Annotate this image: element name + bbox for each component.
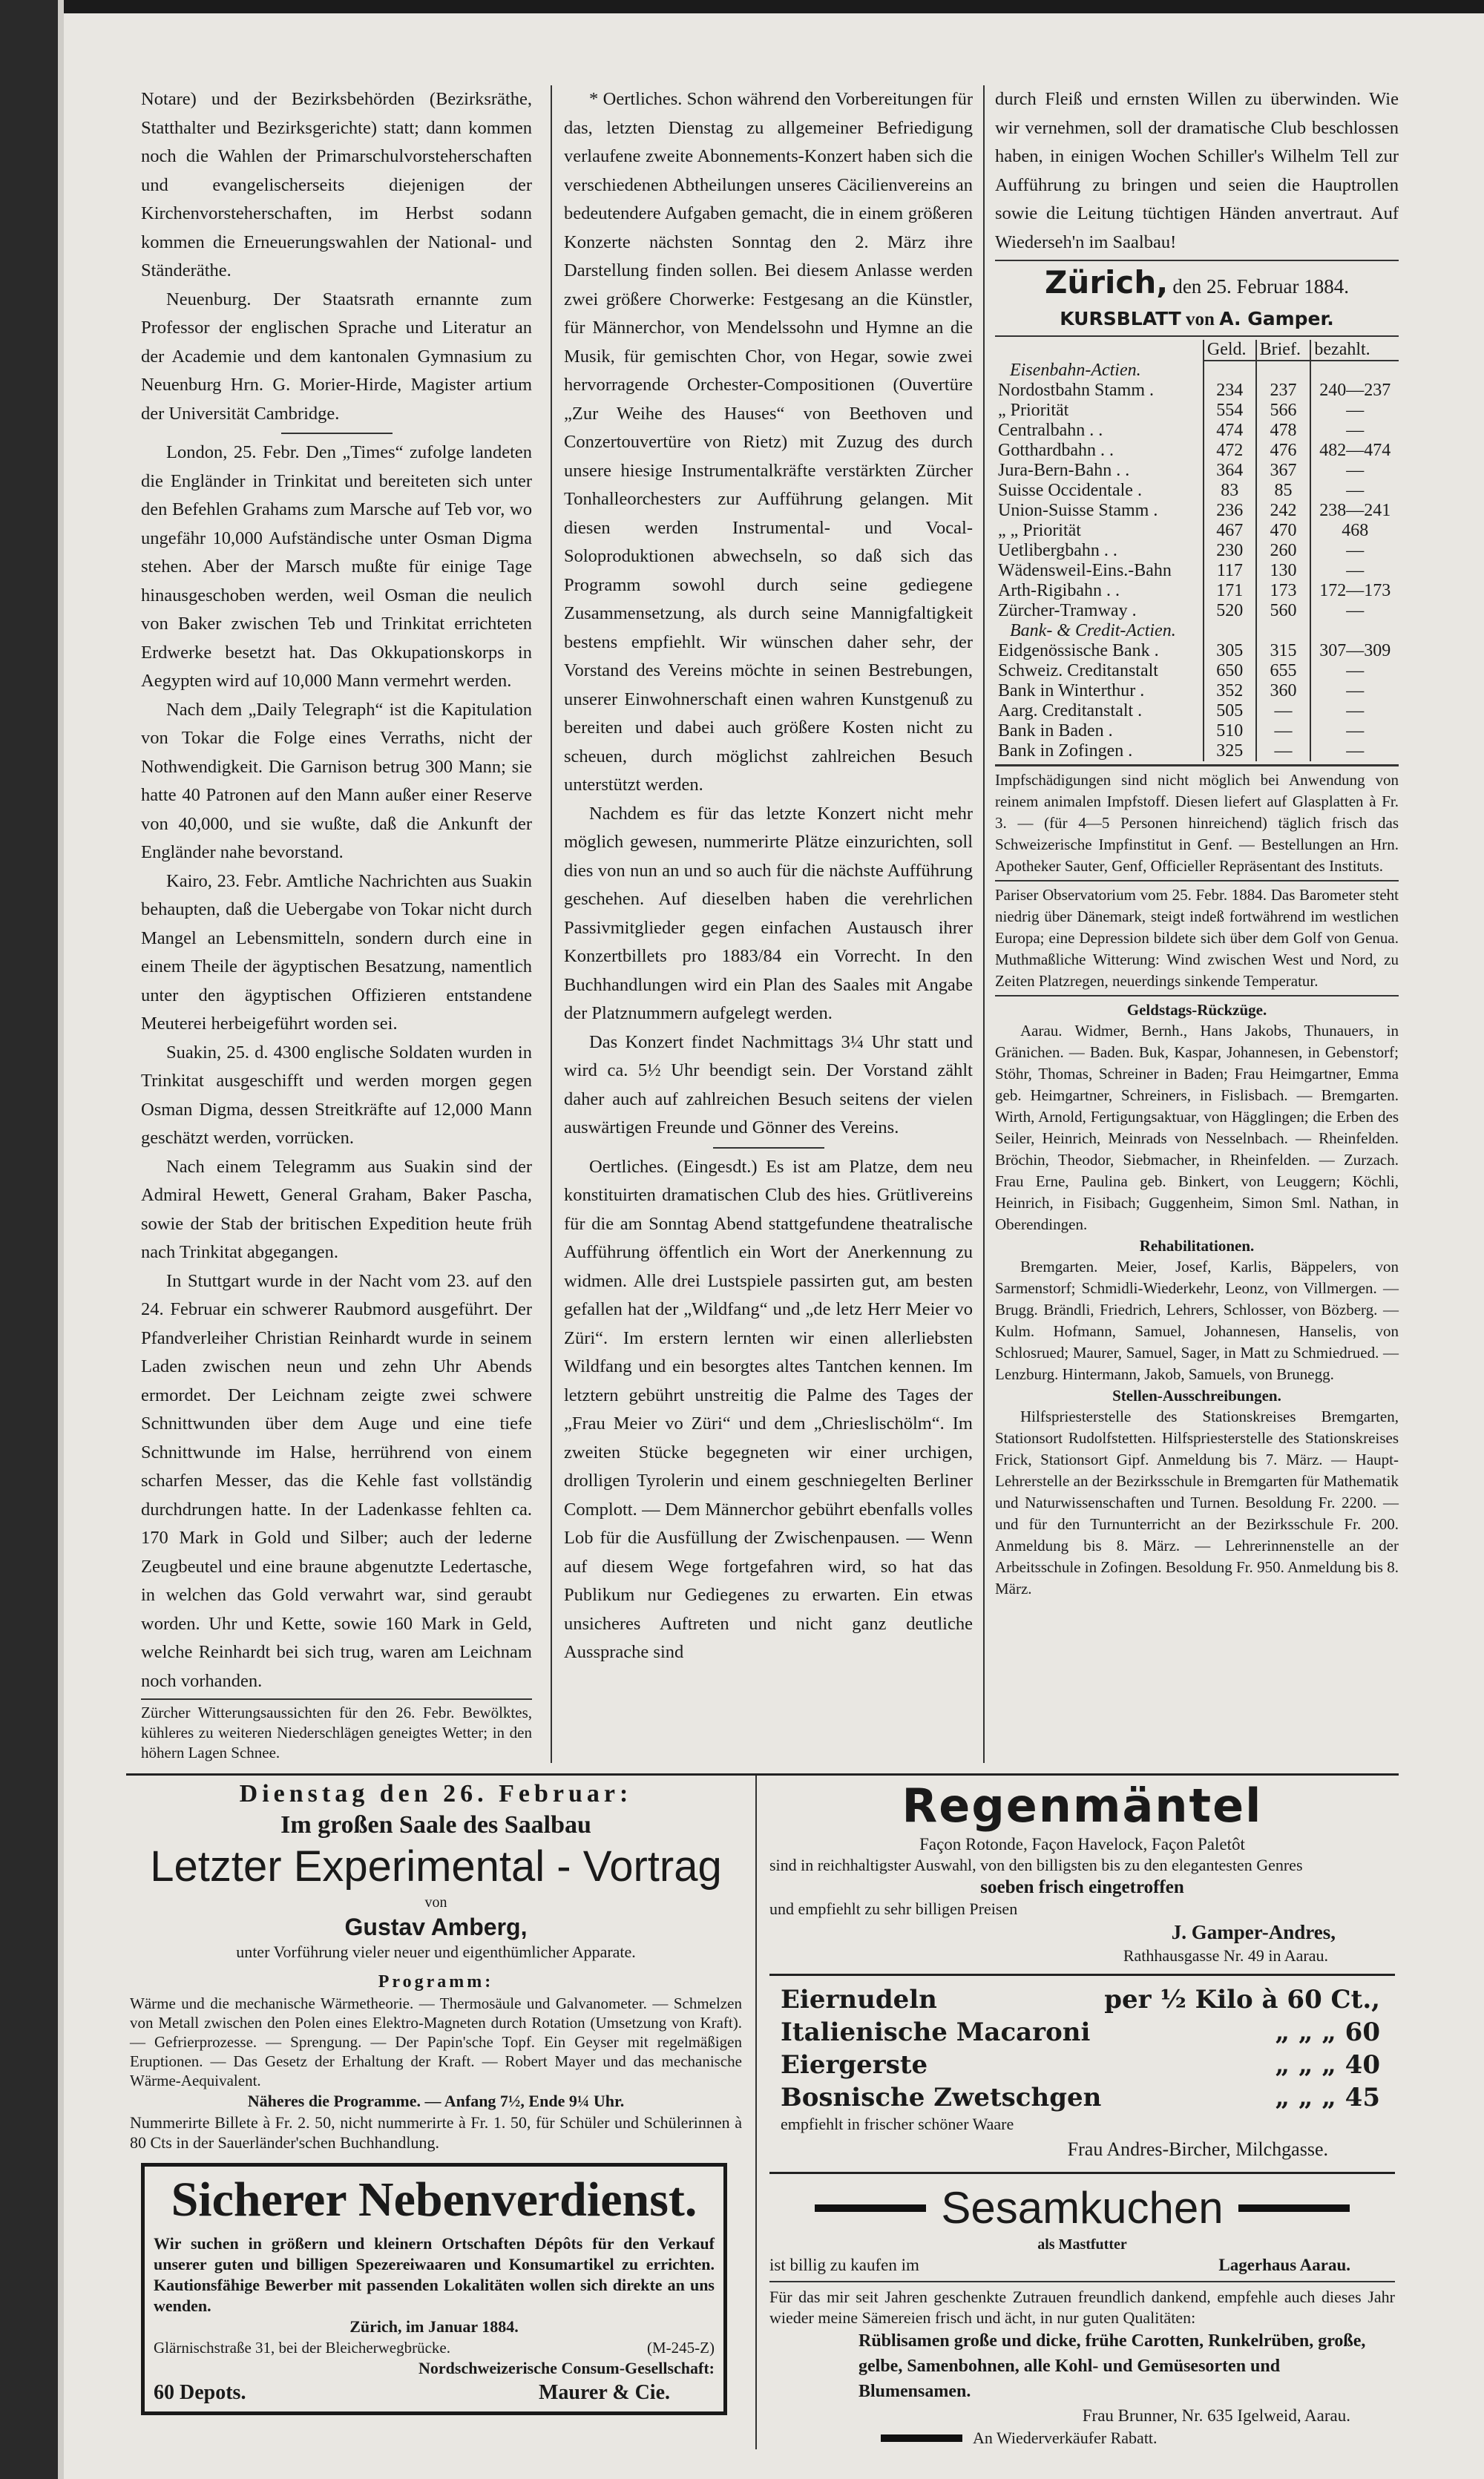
ad-vortrag-details: Näheres die Programme. — Anfang 7½, Ende 9¼ Uhr. (247, 2092, 625, 2110)
ad-nebenverdienst-body: Wir suchen in größern und kleinern Ortschaften Dépôts für den Verkauf unserer guten und billigen Spezereiwaaren und Konsumartikel zu errichten. Kautionsfähige Bewerber mit passenden Lokalitäten wollen sich direkte an uns wenden. (154, 2234, 715, 2315)
kurs-cell: Gotthardbahn . . (998, 441, 1114, 460)
kurs-cell: 505 (1204, 701, 1256, 721)
kurs-cell: Wädensweil-Eins.-Bahn (998, 561, 1172, 580)
ad-sesamkuchen (769, 2181, 1395, 2449)
kurs-cell: 520 (1204, 601, 1256, 621)
article-platze: Nachdem es für das letzte Konzert nicht mehr möglich gewesen, nummerirte Plätze einzurichten, soll dies von nun an und so auch für die nächste Aufführung geschehen. Auf dieselben haben die verehrlichen Passivmitglieder gegen einfachen Austausch ihrer Konzertbillets pro 1883/84 ein Vorrecht. In den Buchhandlungen wird ein Plan des Saales mit Angabe der Platznummern aufgelegt werden. (564, 803, 973, 1023)
divider (769, 2281, 1395, 2282)
kurs-cell: 367 (1256, 461, 1311, 481)
kursblatt-city: Zürich, (1044, 264, 1169, 301)
kurs-cell: — (1256, 721, 1311, 741)
kurs-cell: Union-Suisse Stamm . (998, 501, 1158, 520)
weather-outlook: Zürcher Witterungsaussichten für den 26. Febr. Bewölktes, kühleres zu weiteren Niederschlägen geneigtes Wetter; in den höhern Lagen Schnee. (141, 1704, 532, 1761)
decorative-bar (1238, 2204, 1350, 2212)
kurs-cell: — (1310, 721, 1399, 741)
kurs-cell: 352 (1204, 681, 1256, 701)
article-suakin-2: Nach einem Telegramm aus Suakin sind der Admiral Hewett, General Graham, Baker Pascha, sowie der Stab der britischen Expedition heute früh nach Trinkitat abgegangen. (141, 1156, 532, 1262)
ad-sesam-heading (769, 2181, 1395, 2235)
kurs-cell: 474 (1204, 421, 1256, 441)
kurs-row (995, 601, 1399, 621)
article-continued: durch Fleiß und ernsten Willen zu überwinden. Wie wir vernehmen, soll der dramatische Club beschlossen haben, in einigen Wochen Schiller's Wilhelm Tell zur Aufführung zu bringen und seien die Hauptrollen sowie die Leitung tüchtigen Händen anvertraut. Auf Wiederseh'n im Saalbau! (995, 89, 1399, 252)
kurs-cell: Bank in Winterthur . (998, 681, 1145, 700)
ad-regen-line3: soeben frisch eingetroffen (980, 1877, 1184, 1897)
ad-nudeln-item (781, 1983, 1395, 2016)
ad-regen-line2: sind in reichhaltigster Auswahl, von den billigsten bis zu den elegantesten Genres (769, 1856, 1303, 1874)
ad-sesam-line-text: ist billig zu kaufen im (769, 2256, 919, 2274)
ad-nudeln-price: „ „ „ 45 (1275, 2083, 1380, 2112)
ad-nudeln-item (781, 2081, 1395, 2114)
divider (995, 880, 1399, 881)
kurs-cell: — (1256, 741, 1311, 761)
kurs-row (995, 401, 1399, 421)
ad-nudeln-seller: Frau Andres-Bircher, Milchgasse. (1067, 2138, 1328, 2160)
kurs-cell: 478 (1256, 421, 1311, 441)
ad-vortrag-speaker: Gustav Amberg, (344, 1914, 528, 1940)
ad-regen-title: Regenmäntel (902, 1779, 1263, 1833)
ad-nudeln-name: Italienische Macaroni (781, 2017, 1091, 2047)
divider (995, 335, 1399, 337)
kurs-cell: Nordostbahn Stamm . (998, 381, 1154, 400)
kurs-cell: Schweiz. Creditanstalt (998, 661, 1158, 680)
article-cacilienverein: * Oertliches. Schon während den Vorbereitungen für das, letzten Dienstag zu allgemeiner Befriedigung verlaufene zweite Abonnements-Konzert haben sich die verschiedenen Abtheilungen unseres Cäcilienvereins an bedeutendere Aufgaben gemacht, die in einem größeren Konzerte nächsten Sonntag den 2. März ihre Darstellung finden sollen. Bei diesem Anlasse werden zwei größere Chorwerke: Festgesang an die Künstler, für Männerchor, von Mendelssohn und Hymne an die Musik, für gemischten Chor, von Hegar, sowie zwei hervorragende Orchester-Compositionen (Ouvertüre „Zur Weihe des Hauses“ von Beethoven und Conzertouvertüre von Rietz) mit Zuzug des durch unsere hiesige Instrumentalkräfte verstärkten Zürcher Tonhalleorchesters zur Aufführung gelangen. Mit diesen werden Instrumental- und Vocal-Soloproduktionen abwechseln, so daß sich das Programm sowohl durch seine gediegene Zusammensetzung, als durch seine Mannigfaltigkeit bestens empfiehlt. Wir wünschen daher sehr, der Vorstand des Vereins möchte in seinen Bestrebungen, unserer Einwohnerschaft einen wahren Kunstgenuß zu bereiten und dabei auch größere Kosten nicht zu scheuen, durch möglichst zahlreichen Besuch unterstützt werden. (564, 89, 973, 795)
kurs-cell: 566 (1256, 401, 1311, 421)
ad-divider (769, 1974, 1395, 1976)
article-suakin: Suakin, 25. d. 4300 englische Soldaten wurden in Trinkitat ausgeschifft und werden morgen gegen Osman Digma, dessen Streitkräfte auf 12,000 Mann geschätzt werden, vorrücken. (141, 1042, 532, 1148)
ad-nudeln-note: empfiehlt in frischer schöner Waare (781, 2115, 1014, 2133)
kurs-cell: — (1310, 461, 1399, 481)
kurs-section-title: Eisenbahn-Actien. (1010, 361, 1141, 380)
kurs-cell: 130 (1256, 561, 1311, 581)
kurs-cell: 307—309 (1310, 641, 1399, 661)
kurs-cell: Arth-Rigibahn . . (998, 581, 1120, 600)
ad-nudeln-list (781, 1983, 1395, 2114)
ad-regen-name: J. Gamper-Andres, (1171, 1921, 1336, 1943)
newspaper-page (126, 0, 1399, 2479)
ad-divider (769, 2172, 1395, 2174)
ad-nebenverdienst-address-row (154, 2337, 715, 2358)
kurs-cell: 360 (1256, 681, 1311, 701)
ad-vortrag-von: von (424, 1894, 447, 1911)
ad-nudeln (769, 1983, 1395, 2164)
ad-nebenverdienst-footer (154, 2379, 715, 2407)
kurs-cell: 650 (1204, 661, 1256, 681)
kurs-cell: 172—173 (1310, 581, 1399, 601)
kurs-row (995, 641, 1399, 661)
divider (141, 1698, 532, 1700)
ad-nudeln-price: per ½ Kilo à 60 Ct., (1104, 1985, 1380, 2015)
kurs-cell: 237 (1256, 381, 1311, 401)
kurs-row (995, 481, 1399, 501)
kurs-cell: 236 (1204, 501, 1256, 521)
kurs-row (995, 421, 1399, 441)
kurs-cell: — (1256, 701, 1311, 721)
kurs-cell: — (1310, 481, 1399, 501)
kurs-cell: Bank in Zofingen . (998, 741, 1133, 761)
kurs-cell: Bank in Baden . (998, 721, 1113, 741)
kurs-cell: 364 (1204, 461, 1256, 481)
kurs-cell: 476 (1256, 441, 1311, 461)
kurs-row (995, 741, 1399, 761)
kursblatt-title-row (995, 306, 1399, 332)
ads-left-column (126, 1776, 755, 2449)
ad-sesam-place: Lagerhaus Aarau. (1218, 2256, 1350, 2274)
kurs-cell: — (1310, 741, 1399, 761)
ad-vortrag-programm: Wärme und die mechanische Wärmetheorie. — Thermosäule und Galvanometer. — Schmelzen von Metall zwischen den Polen eines Elektro-Magneten durch Rotation (Umsetzung von Kraft). — Gefrierprozesse. — Sprengung. — Der Papin'sche Topf. Ein Geyser mit regelmäßigen Eruptionen. — Das Gesetz der Erhaltung der Kraft. — Robert Mayer und das mechanische Wärme-Aequivalent. (130, 1994, 742, 2089)
ad-nebenverdienst-code: (M-245-Z) (647, 2339, 715, 2357)
kursblatt-title: KURSBLATT (1060, 308, 1181, 329)
ad-nudeln-item (781, 2049, 1395, 2081)
stellen: Hilfspriesterstelle des Stationskreises Bremgarten, Stationsort Rudolfstetten. Hilfspriesterstelle des Stationskreises Frick, Stationsort Gipf. Anmeldung bis 7. März. — Haupt-Lehrerstelle an der Bezirksschule in Bremgarten für Mathematik und Naturwissenschaften und Turnen. Besoldung Fr. 2200. — und für den Turnunterricht an der Bezirksschule Fr. 200. Anmeldung bis 8. März. — Lehrerinnenstelle an der Arbeitsschule in Zofingen. Besoldung Fr. 950. Anmeldung bis 8. März. (995, 1408, 1399, 1598)
kurs-section-title: Bank- & Credit-Actien. (1010, 621, 1176, 640)
kurs-row (995, 581, 1399, 601)
decorative-bar (881, 2434, 962, 2442)
kursblatt-von: von (1186, 309, 1215, 329)
ad-nebenverdienst-company: Nordschweizerische Consum-Gesellschaft: (418, 2359, 715, 2377)
kurs-row (995, 461, 1399, 481)
ad-nudeln-name: Eiergerste (781, 2050, 928, 2080)
divider (995, 260, 1399, 261)
kurs-cell: — (1310, 681, 1399, 701)
kurs-cell: 240—237 (1310, 381, 1399, 401)
kurs-cell: 655 (1256, 661, 1311, 681)
kurs-cell: Jura-Bern-Bahn . . (998, 461, 1130, 480)
kurs-header: bezahlt. (1310, 340, 1399, 361)
article-neuenburg: Neuenburg. Der Staatsrath ernannte zum Professor der englischen Sprache und Literatur an der Academie und dem kantonalen Gymnasium zu Neuenburg Hrn. G. Morier-Hirde, Magister artium der Universität Cambridge. (141, 289, 532, 424)
kurs-cell: Suisse Occidentale . (998, 481, 1142, 500)
article: Notare) und der Bezirksbehörden (Bezirksräthe, Statthalter und Bezirksgerichte) statt; dann kommen noch die Wahlen der Primarschulvorsteherschaften und evangelischerseits diejenigen der Kirchenvorsteherschaften, im Herbst sodann kommen die Erneuerungswahlen der National- und Ständeräthe. (141, 89, 532, 280)
ad-sesam-products: Rüblisamen große und dicke, frühe Carotten, Runkelrüben, große, gelbe, Samenbohnen, alle Kohl- und Gemüsesorten und Blumensamen. (858, 2331, 1366, 2401)
kurs-row (995, 721, 1399, 741)
kurs-cell: 260 (1256, 541, 1311, 561)
kurs-row (995, 441, 1399, 461)
kursblatt-heading (995, 264, 1399, 306)
ad-regenmaentel (769, 1779, 1395, 1966)
ad-nebenverdienst-place: Zürich, im Januar 1884. (349, 2317, 519, 2336)
kurs-row (995, 541, 1399, 561)
kurs-cell: — (1310, 701, 1399, 721)
kurs-cell: 85 (1256, 481, 1311, 501)
kursblatt-date: den 25. Februar 1884. (1172, 275, 1350, 298)
kurs-cell: „ „ Priorität (998, 521, 1081, 540)
divider (995, 764, 1399, 766)
stellen-title: Stellen-Ausschreibungen. (1112, 1387, 1281, 1405)
rehab-title: Rehabilitationen. (1139, 1237, 1255, 1255)
kurs-cell: 171 (1204, 581, 1256, 601)
kurs-header: Geld. (1204, 340, 1256, 361)
article-telegraph: Nach dem „Daily Telegraph“ ist die Kapitulation von Tokar die Folge eines Verraths, nicht der Nothwendigkeit. Die Garnison betrug 300 Mann; sie hatte 40 Patronen auf den Mann außer einer Reserve von 40,000, und sie wußte, daß die Ankunft der Engländer nahe bevorstand. (141, 699, 532, 862)
geldtags: Aarau. Widmer, Bernh., Hans Jakobs, Thunauers, in Gränichen. — Baden. Buk, Kaspar, Johannesen, in Gebenstorf; Stöhr, Thomas, Schreiner in Baden; Frau Heimgartner, Emma geb. Heimgartner, Schreiners, in Fislisbach. — Bremgarten. Wirth, Arnold, Fertigungsaktuar, von Hägglingen; die Erben des Seiler, Heinrich, Meinrads von Nesselnbach. — Rheinfelden. Bröchin, Theodor, Siebmacher, in Rheinfelden. — Zurzach. Frau Erne, Paulina geb. Binkert, von Leuggern; Köchli, Heinrich, in Fisibach; Guggenheim, Simon Sml. Nathan, in Oberendingen. (995, 1022, 1399, 1233)
kurs-cell: — (1310, 421, 1399, 441)
kurs-cell: 467 (1204, 521, 1256, 541)
kurs-cell: „ Priorität (998, 401, 1069, 420)
divider (995, 995, 1399, 996)
ad-nudeln-name: Bosnische Zwetschgen (781, 2083, 1102, 2112)
kurs-cell: 83 (1204, 481, 1256, 501)
kurs-cell: Eidgenössische Bank . (998, 641, 1159, 660)
ad-nebenverdienst-firm: Maurer & Cie. (538, 2381, 670, 2404)
decorative-bar (815, 2204, 926, 2212)
ad-vortrag-date: Dienstag den 26. Februar: (239, 1780, 633, 1807)
kurs-row (995, 701, 1399, 721)
ad-vortrag-title: Letzter Experimental - Vortrag (150, 1842, 722, 1891)
rehab: Bremgarten. Meier, Josef, Karlis, Bäppelers, von Sarmenstorf; Schmidli-Wiederkehr, Leonz, von Villmergen. — Brugg. Brändli, Friedrich, Lehrers, Schlosser, von Bözberg. — Kulm. Hofmann, Samuel, Johannesen, Hanselis, von Schlosrued; Maurer, Samuel, Sager, in Matt zu Schmiedrued. — Lenzburg. Hintermann, Jakob, Samuels, von Brunegg. (995, 1258, 1399, 1383)
kurs-cell: — (1310, 401, 1399, 421)
ad-nudeln-price: „ „ „ 60 (1275, 2017, 1380, 2047)
scan-left-border (0, 0, 58, 2479)
ad-vortrag-sub: unter Vorführung vieler neuer und eigenthümlicher Apparate. (236, 1943, 636, 1961)
column-3 (983, 85, 1399, 1763)
kurs-cell: 325 (1204, 741, 1256, 761)
kurs-cell: — (1310, 541, 1399, 561)
page-edge (58, 0, 64, 2479)
kursblatt (995, 264, 1399, 761)
ad-sesam-sub: als Mastfutter (1037, 2236, 1127, 2253)
ad-nebenverdienst-title: Sicherer Nebenverdienst. (171, 2173, 697, 2227)
divider (713, 1147, 824, 1149)
kurs-cell: Uetlibergbahn . . (998, 541, 1117, 560)
geldtags-title: Geldstags-Rückzüge. (1126, 1001, 1267, 1019)
ad-nudeln-item (781, 2016, 1395, 2049)
ad-regen-line1: Façon Rotonde, Façon Havelock, Façon Paletôt (919, 1835, 1245, 1853)
ad-sesam-body: Für das mir seit Jahren geschenkte Zutrauen freundlich dankend, empfehle auch dieses Jahr wieder meine Sämereien frisch und ächt, in nur guten Qualitäten: (769, 2288, 1395, 2327)
article-columns (126, 85, 1399, 1763)
kurs-cell: 242 (1256, 501, 1311, 521)
kurs-row (995, 501, 1399, 521)
ad-vortrag-venue: Im großen Saale des Saalbau (280, 1811, 591, 1839)
ad-vortrag (130, 1779, 742, 2153)
kurs-cell: 554 (1204, 401, 1256, 421)
ad-sesam-title: Sesamkuchen (941, 2183, 1224, 2233)
kurs-cell: 234 (1204, 381, 1256, 401)
kurs-cell: 560 (1256, 601, 1311, 621)
article-london: London, 25. Febr. Den „Times“ zufolge landeten die Engländer in Trinkitat und bereiteten sich unter den Befehlen Grahams zum Marsche auf Teb vor, wo ungefähr 10,000 Aufständische unter Osman Digma stehen. Aber der Marsch mußte für einige Tage hinausgeschoben werden, weil Osman die neulich von Baker zwischen Teb und Trinkitat errichteten Erdwerke besetzt hat. Das Okkupationskorps in Aegypten wird auf 10,000 Mann vermehrt werden. (141, 442, 532, 691)
kurs-row (995, 381, 1399, 401)
kurs-row (995, 661, 1399, 681)
kurs-cell: 173 (1256, 581, 1311, 601)
kurs-cell: 230 (1204, 541, 1256, 561)
ad-vortrag-programm-title: Programm: (378, 1972, 494, 1992)
kurs-cell: 238—241 (1310, 501, 1399, 521)
ad-nudeln-price: „ „ „ 40 (1275, 2050, 1380, 2080)
ad-nebenverdienst-depots: 60 Depots. (154, 2381, 246, 2404)
kurs-cell: 117 (1204, 561, 1256, 581)
kurs-cell: — (1310, 601, 1399, 621)
column-1 (126, 85, 551, 1763)
article-grutliverein: Oertliches. (Eingesdt.) Es ist am Platze, dem neu konstituirten dramatischen Club des hies. Grütlivereins für die am Sonntag Abend stattgefundene theatralische Aufführung öffentlich ein Wort der Anerkennung zu widmen. Alle drei Lustspiele passirten gut, am besten gefallen hat der „Wildfang“ und „de letz Herr Meier vo Züri“. Im erstern lernten wir einen allerliebsten Wildfang und ein besorgtes altes Tantchen kennen. Im letztern gebührt unstreitig die Palme des Tages der „Frau Meier vo Züri“ und dem „Chrieslischölm“. Im zweiten Stücke begegneten wir einer urchigen, drolligen Tyrolerin und einem geschniegelten Berliner Complott. — Dem Männerchor gebührt ebenfalls volles Lob für die Ausfüllung der Zwischenpausen. — Wenn auf diesem Wege fortgefahren wird, so hat das Publikum nur Gediegenes zu erwarten. Ein etwas unsicheres Auftreten und nicht ganz deutliche Aussprache sind (564, 1156, 973, 1662)
kurs-cell: 470 (1256, 521, 1311, 541)
kurs-header: Brief. (1256, 340, 1311, 361)
ad-sesam-seller: Frau Brunner, Nr. 635 Igelweid, Aarau. (1082, 2406, 1350, 2425)
article-konzert: Das Konzert findet Nachmittags 3¼ Uhr statt und wird ca. 5½ Uhr beendigt sein. Der Vorstand zählt daher auch auf zahlreichen Besuch seitens der vielen auswärtigen Freunde und Gönner des Vereins. (564, 1031, 973, 1137)
kurs-cell: — (1310, 661, 1399, 681)
impfschaedigungen: Impfschädigungen sind nicht möglich bei Anwendung von reinem animalen Impfstoff. Diesen liefert auf Glasplatten à Fr. 3. — (für 4—5 Personen hinreichend) täglich frisch das Schweizerische Impfinstitut in Genf. — Bestellungen an Hrn. Apotheker Sauter, Genf, Officieller Repräsentant des Instituts. (995, 771, 1399, 875)
ad-vortrag-billets: Nummerirte Billete à Fr. 2. 50, nicht nummerirte à Fr. 1. 50, für Schüler und Schülerinnen à 80 Cts in der Sauerländer'schen Buchhandlung. (130, 2113, 742, 2152)
observatorium: Pariser Observatorium vom 25. Febr. 1884. Das Barometer steht niedrig über Dänemark, steigt indeß fortwährend im westlichen Europa; eine Depression bildete sich über dem Golf von Genua. Muthmaßliche Witterung: Wind zwischen West und Nord, zu Zeiten Platzregen, neuerdings sinkende Temperatur. (995, 886, 1399, 990)
kurs-row (995, 561, 1399, 581)
ad-nebenverdienst-address: Glärnischstraße 31, bei der Bleicherwegbrücke. (154, 2339, 451, 2357)
ad-sesam-rabatt: An Wiederverkäufer Rabatt. (973, 2429, 1158, 2447)
kurs-cell: 510 (1204, 721, 1256, 741)
kurs-cell: Zürcher-Tramway . (998, 601, 1137, 620)
kurs-cell: Centralbahn . . (998, 421, 1103, 440)
divider (281, 433, 393, 434)
ad-sesam-line (769, 2254, 1395, 2276)
kurs-cell: 305 (1204, 641, 1256, 661)
kursblatt-publisher: A. Gamper. (1219, 308, 1334, 329)
kurs-row (995, 681, 1399, 701)
kurs-cell: 482—474 (1310, 441, 1399, 461)
ads-section (126, 1776, 1399, 2449)
kurs-cell: — (1310, 561, 1399, 581)
ads-right-column (755, 1776, 1399, 2449)
kurs-cell: 315 (1256, 641, 1311, 661)
ad-regen-line4: und empfiehlt zu sehr billigen Preisen (769, 1900, 1018, 1918)
kurs-cell: 468 (1310, 521, 1399, 541)
ad-nudeln-name: Eiernudeln (781, 1985, 937, 2015)
column-2 (551, 85, 983, 1763)
kurs-cell: Aarg. Creditanstalt . (998, 701, 1143, 720)
ad-nebenverdienst (141, 2163, 727, 2415)
kurs-table (995, 340, 1399, 761)
article-kairo: Kairo, 23. Febr. Amtliche Nachrichten aus Suakin behaupten, daß die Uebergabe von Tokar nicht durch Mangel an Lebensmitteln, sondern durch eine in einem Theile der ägyptischen Besatzung, namentlich unter den ägyptischen Offizieren entstandene Meuterei herbeigeführt worden sei. (141, 870, 532, 1034)
kurs-cell: 472 (1204, 441, 1256, 461)
ad-sesam-rabatt-row (769, 2427, 1395, 2449)
ad-regen-address: Rathhausgasse Nr. 49 in Aarau. (1123, 1946, 1328, 1965)
kurs-row (995, 521, 1399, 541)
article-stuttgart: In Stuttgart wurde in der Nacht vom 23. auf den 24. Februar ein schwerer Raubmord ausgeführt. Der Pfandverleiher Christian Reinhardt wurde in seinem Laden zwischen neun und zehn Uhr Abends ermordet. Der Leichnam zeigte zwei schwere Schnittwunden über dem Auge und eine tiefe Schnittwunde im Halse, herrührend von einem scharfen Messer, das die Kehle fast vollständig durchdrungen hatte. In der Ladenkasse fehlten ca. 170 Mark in Gold und Silber; auch der lederne Zeugbeutel und eine braune abgenutzte Ledertasche, in welchen das Gold verwahrt war, sind geraubt worden. Uhr und Kette, sowie 160 Mark in Geld, welche Reinhardt bei sich trug, waren am Leichnam noch vorhanden. (141, 1270, 532, 1691)
